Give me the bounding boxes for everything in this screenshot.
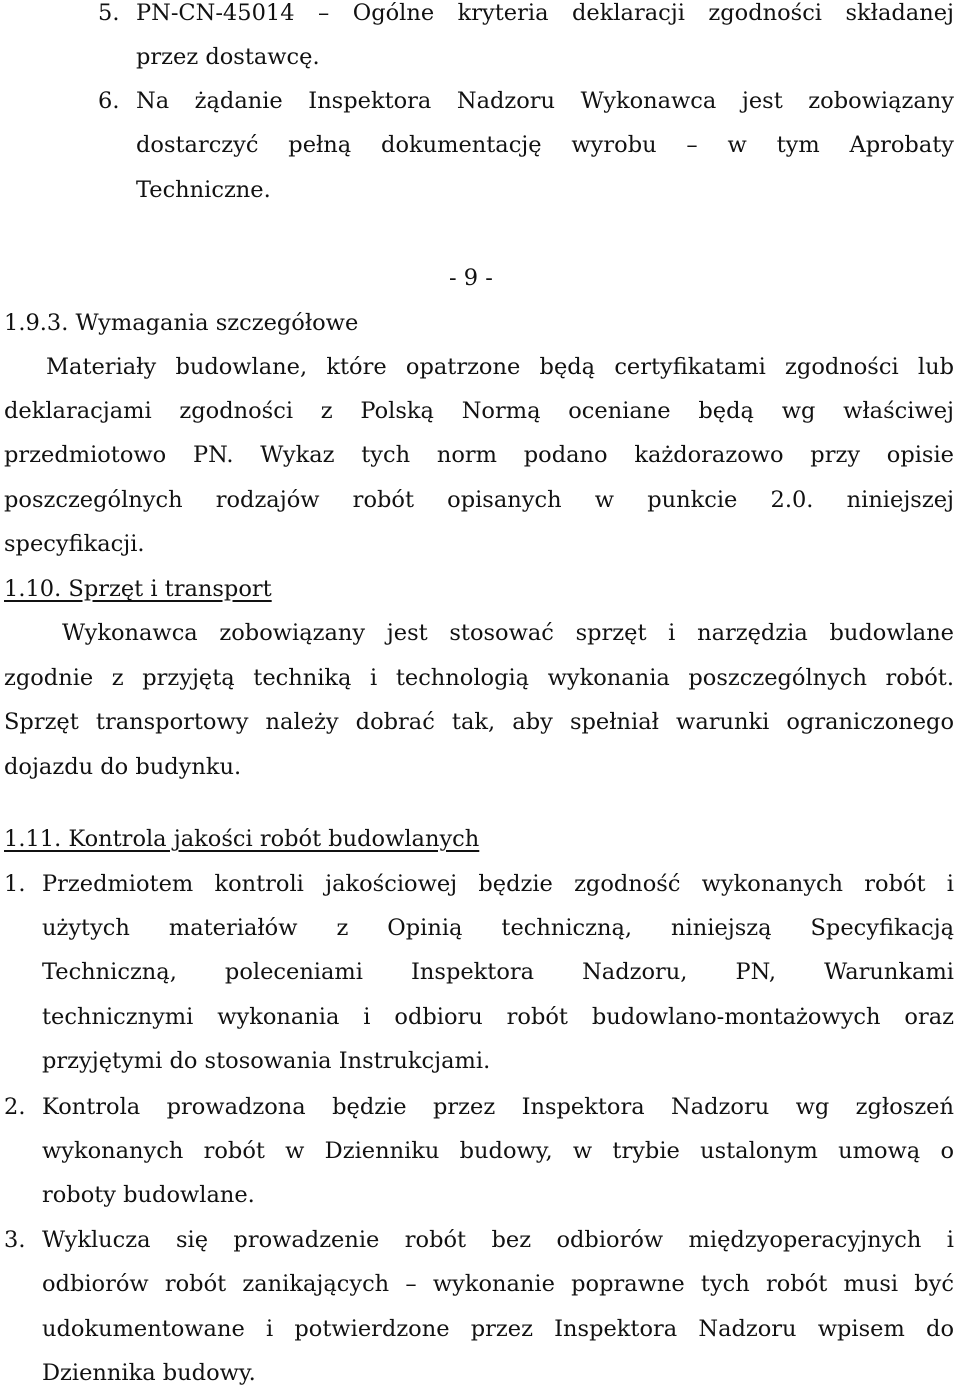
list-item-text: przyjętymi do stosowania Instrukcjami.: [42, 1048, 491, 1074]
list-item-text: przez dostawcę.: [136, 44, 320, 70]
list-number: 1.: [4, 871, 26, 897]
list-item-text: roboty budowlane.: [42, 1182, 255, 1208]
list-item-text: Na żądanie Inspektora Nadzoru Wykonawca jest zobowiązany: [136, 88, 954, 114]
paragraph-line: specyfikacji.: [4, 531, 145, 557]
paragraph-line: przedmiotowo PN. Wykaz tych norm podano każdorazowo przy opisie: [4, 442, 954, 468]
list-item-text: Wyklucza się prowadzenie robót bez odbiorów międzyoperacyjnych i: [42, 1227, 954, 1253]
paragraph-line: Sprzęt transportowy należy dobrać tak, aby spełniał warunki ograniczonego: [4, 709, 954, 735]
list-item-text: PN-CN-45014 – Ogólne kryteria deklaracji zgodności składanej: [136, 0, 954, 26]
list-number: 5.: [98, 0, 120, 26]
list-item-text: Przedmiotem kontroli jakościowej będzie zgodność wykonanych robót i: [42, 871, 954, 897]
paragraph-line: poszczególnych rodzajów robót opisanych w punkcie 2.0. niniejszej: [4, 487, 954, 513]
paragraph-line: deklaracjami zgodności z Polską Normą oceniane będą wg właściwej: [4, 398, 954, 424]
list-item-text: Techniczną, poleceniami Inspektora Nadzoru, PN, Warunkami: [42, 959, 954, 985]
list-item-text: Dziennika budowy.: [42, 1360, 256, 1386]
list-item-text: odbiorów robót zanikających – wykonanie poprawne tych robót musi być: [42, 1271, 954, 1297]
list-item-text: dostarczyć pełną dokumentację wyrobu – w tym Aprobaty: [136, 132, 954, 158]
list-item-text: Techniczne.: [136, 177, 271, 203]
list-item-text: Kontrola prowadzona będzie przez Inspektora Nadzoru wg zgłoszeń: [42, 1094, 954, 1120]
list-item-text: udokumentowane i potwierdzone przez Inspektora Nadzoru wpisem do: [42, 1316, 954, 1342]
list-item-text: technicznymi wykonania i odbioru robót budowlano-montażowych oraz: [42, 1004, 954, 1030]
paragraph-line: zgodnie z przyjętą techniką i technologią wykonania poszczególnych robót.: [4, 665, 954, 691]
paragraph-line: Wykonawca zobowiązany jest stosować sprzęt i narzędzia budowlane: [62, 620, 954, 646]
page-number: - 9 -: [449, 265, 493, 291]
list-number: 2.: [4, 1094, 26, 1120]
paragraph-line: Materiały budowlane, które opatrzone będą certyfikatami zgodności lub: [46, 354, 954, 380]
list-item-text: wykonanych robót w Dzienniku budowy, w trybie ustalonym umową o: [42, 1138, 954, 1164]
list-item-text: użytych materiałów z Opinią techniczną, niniejszą Specyfikacją: [42, 915, 954, 941]
section-heading: 1.9.3. Wymagania szczegółowe: [4, 310, 359, 336]
paragraph-line: dojazdu do budynku.: [4, 754, 242, 780]
section-heading: 1.10. Sprzęt i transport: [4, 576, 272, 602]
section-heading: 1.11. Kontrola jakości robót budowlanych: [4, 826, 480, 852]
list-number: 6.: [98, 88, 120, 114]
list-number: 3.: [4, 1227, 26, 1253]
